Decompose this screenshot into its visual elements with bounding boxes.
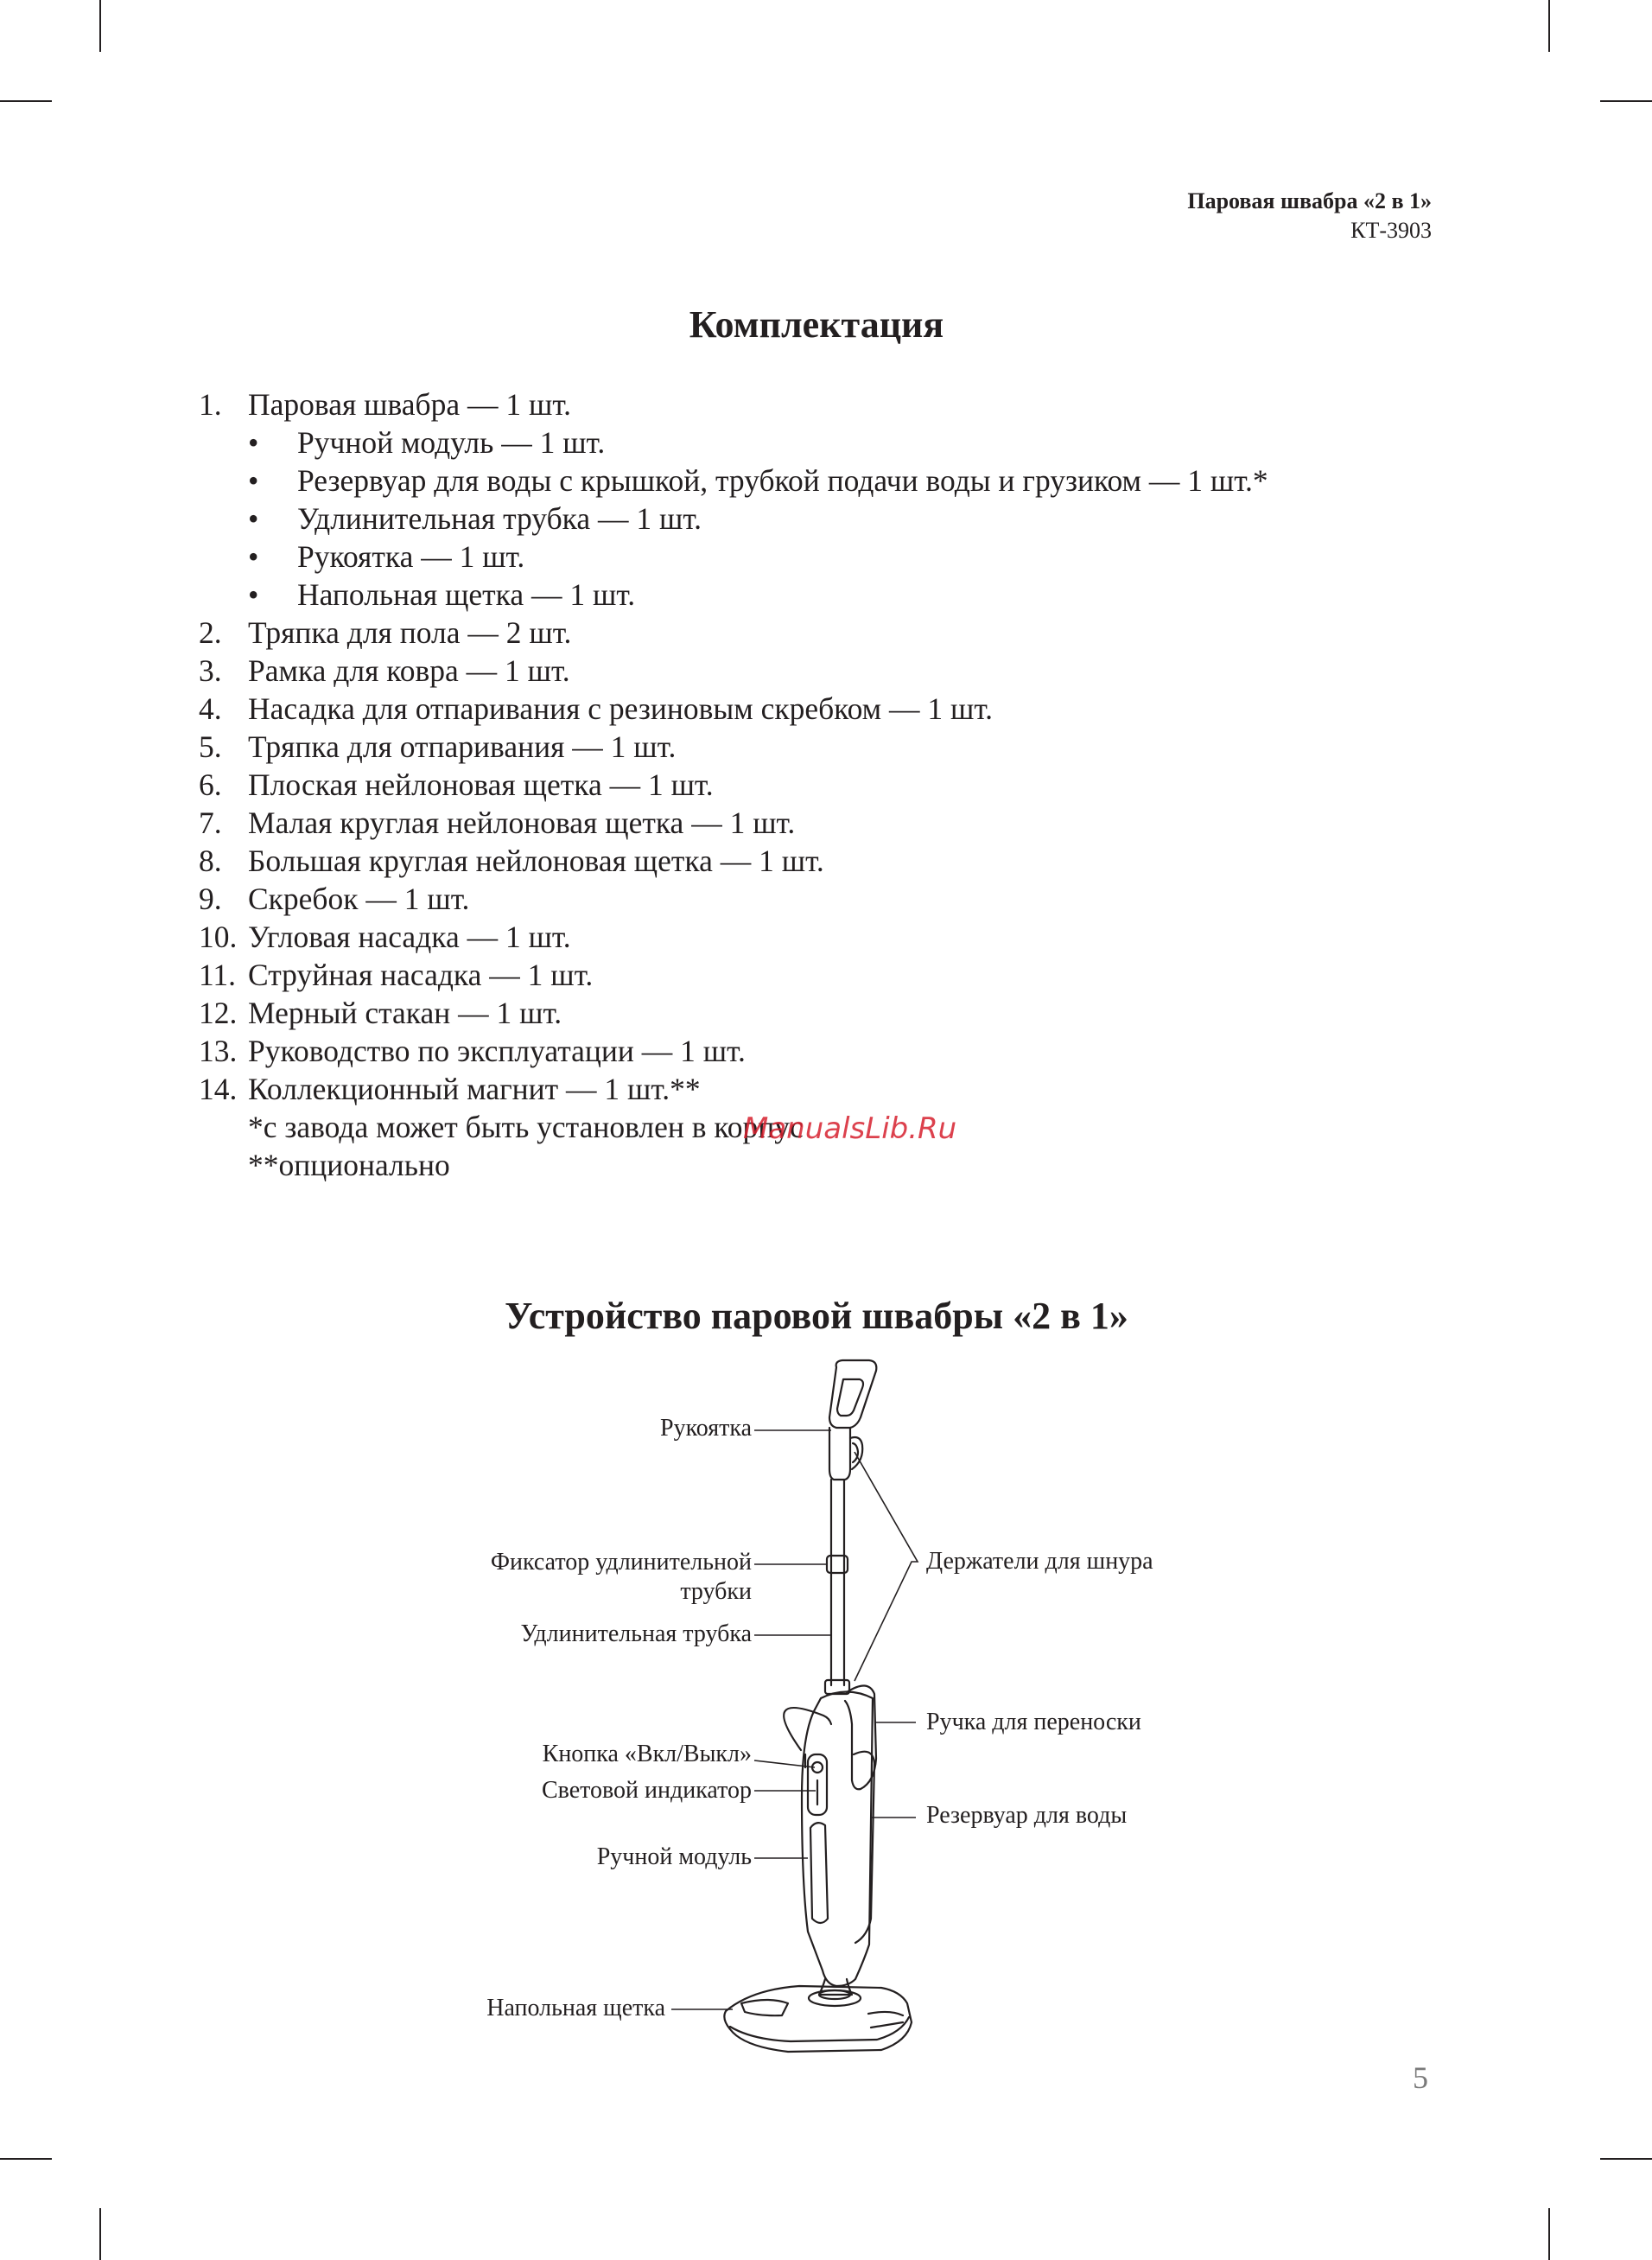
label-cord-holders: Держатели для шнура (926, 1548, 1153, 1575)
label-tube: Удлинительная трубка (520, 1620, 752, 1647)
label-tube-lock: Фиксатор удлинительной трубки (490, 1549, 752, 1605)
handle-grip (829, 1360, 876, 1428)
diagram-heading: Устройство паровой швабры «2 в 1» (505, 1295, 1128, 1337)
header-title: Паровая швабра «2 в 1» (1187, 188, 1432, 213)
header-model: КТ-3903 (1350, 218, 1432, 243)
page-number: 5 (1413, 2060, 1428, 2095)
label-handle: Рукоятка (660, 1415, 752, 1442)
watermark: ManualsLib.Ru (743, 1111, 957, 1146)
contents-heading: Комплектация (689, 303, 944, 346)
label-power-button: Кнопка «Вкл/Выкл» (542, 1741, 752, 1767)
label-carry-handle: Ручка для переноски (926, 1709, 1141, 1735)
label-hand-module: Ручной модуль (596, 1843, 752, 1870)
label-water-tank: Резервуар для воды (926, 1802, 1128, 1829)
label-floor-brush: Напольная щетка (486, 1995, 665, 2021)
cord-holder-upper (850, 1437, 862, 1469)
label-indicator: Световой индикатор (542, 1777, 752, 1804)
hand-module-body (802, 1692, 873, 1987)
leader-cord-holders (855, 1452, 918, 1681)
floor-brush (724, 1986, 912, 2052)
